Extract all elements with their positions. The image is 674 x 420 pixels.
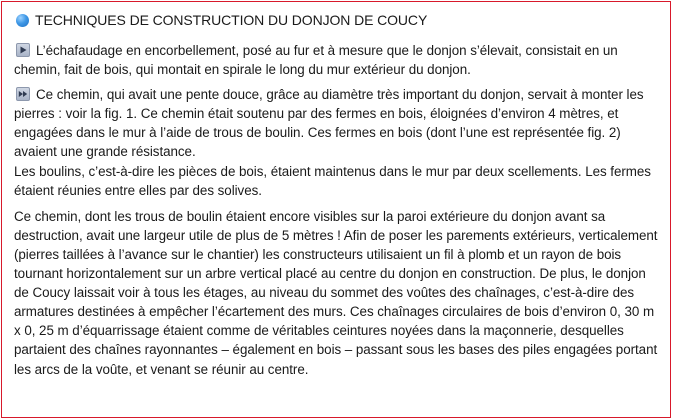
page-title: TECHNIQUES DE CONSTRUCTION DU DONJON DE COUCY: [35, 11, 428, 28]
paragraph-3: [14, 207, 664, 379]
paragraph-1: [14, 41, 664, 79]
page-title-row: [14, 10, 664, 30]
fast-forward-icon: [16, 87, 30, 101]
paragraph-2: [14, 85, 664, 161]
document-content: [14, 10, 664, 379]
paragraph-3-text: Ce chemin, dont les trous de boulin étaient encore visibles sur la paroi extérieure du donjon avant sa destruction, avait une largeur utile de plus de 5 mètres ! Afin de poser les parements extérieurs, verticalement (pierres taillées à l’avance sur le chantier) les constructeurs utilisaient un fil à plomb et un rayon de bois tournant horizontalement sur un arbre vertical placé au centre du donjon en construction. De plus, le donjon de Coucy laissait voir à tous les étages, au niveau du sommet des voûtes des chaînages, c’est-à-dire des armatures destinées à empêcher l’écartement des murs. Ces chaînages circulaires de bois d’environ 0, 30 m x 0, 25 m d’équarrissage étaient comme de véritables ceintures noyées dans la maçonnerie, desquelles partaient des chaînes rayonnantes – également en bois – passant sous les bases des piles engagées portant les arcs de la voûte, et venant se réunir au centre.: [14, 208, 658, 377]
play-icon: [16, 43, 30, 57]
paragraph-2b-text: Les boulins, c’est-à-dire les pièces de bois, étaient maintenus dans le mur par deux scellements. Les fermes étaient réunies entre elles par des solives.: [14, 163, 651, 198]
blue-circle-icon: [16, 14, 29, 27]
paragraph-1-text: L’échafaudage en encorbellement, posé au fur et à mesure que le donjon s’élevait, consistait en un chemin, fait de bois, qui montait en spirale le long du mur extérieur du donjon.: [14, 43, 618, 78]
document-frame: [1, 1, 671, 418]
paragraph-2b: [14, 162, 664, 200]
paragraph-2-text: Ce chemin, qui avait une pente douce, grâce au diamètre très important du donjon, servait à monter les pierres : voir la fig. 1. Ce chemin était soutenu par des fermes en bois, éloignées d’environ 4 mètres, et engagées dans le mur à l’aide de trous de boulin. Ces fermes en bois (dont l’une est représentée fig. 2) avaient une grande résistance.: [14, 87, 644, 160]
